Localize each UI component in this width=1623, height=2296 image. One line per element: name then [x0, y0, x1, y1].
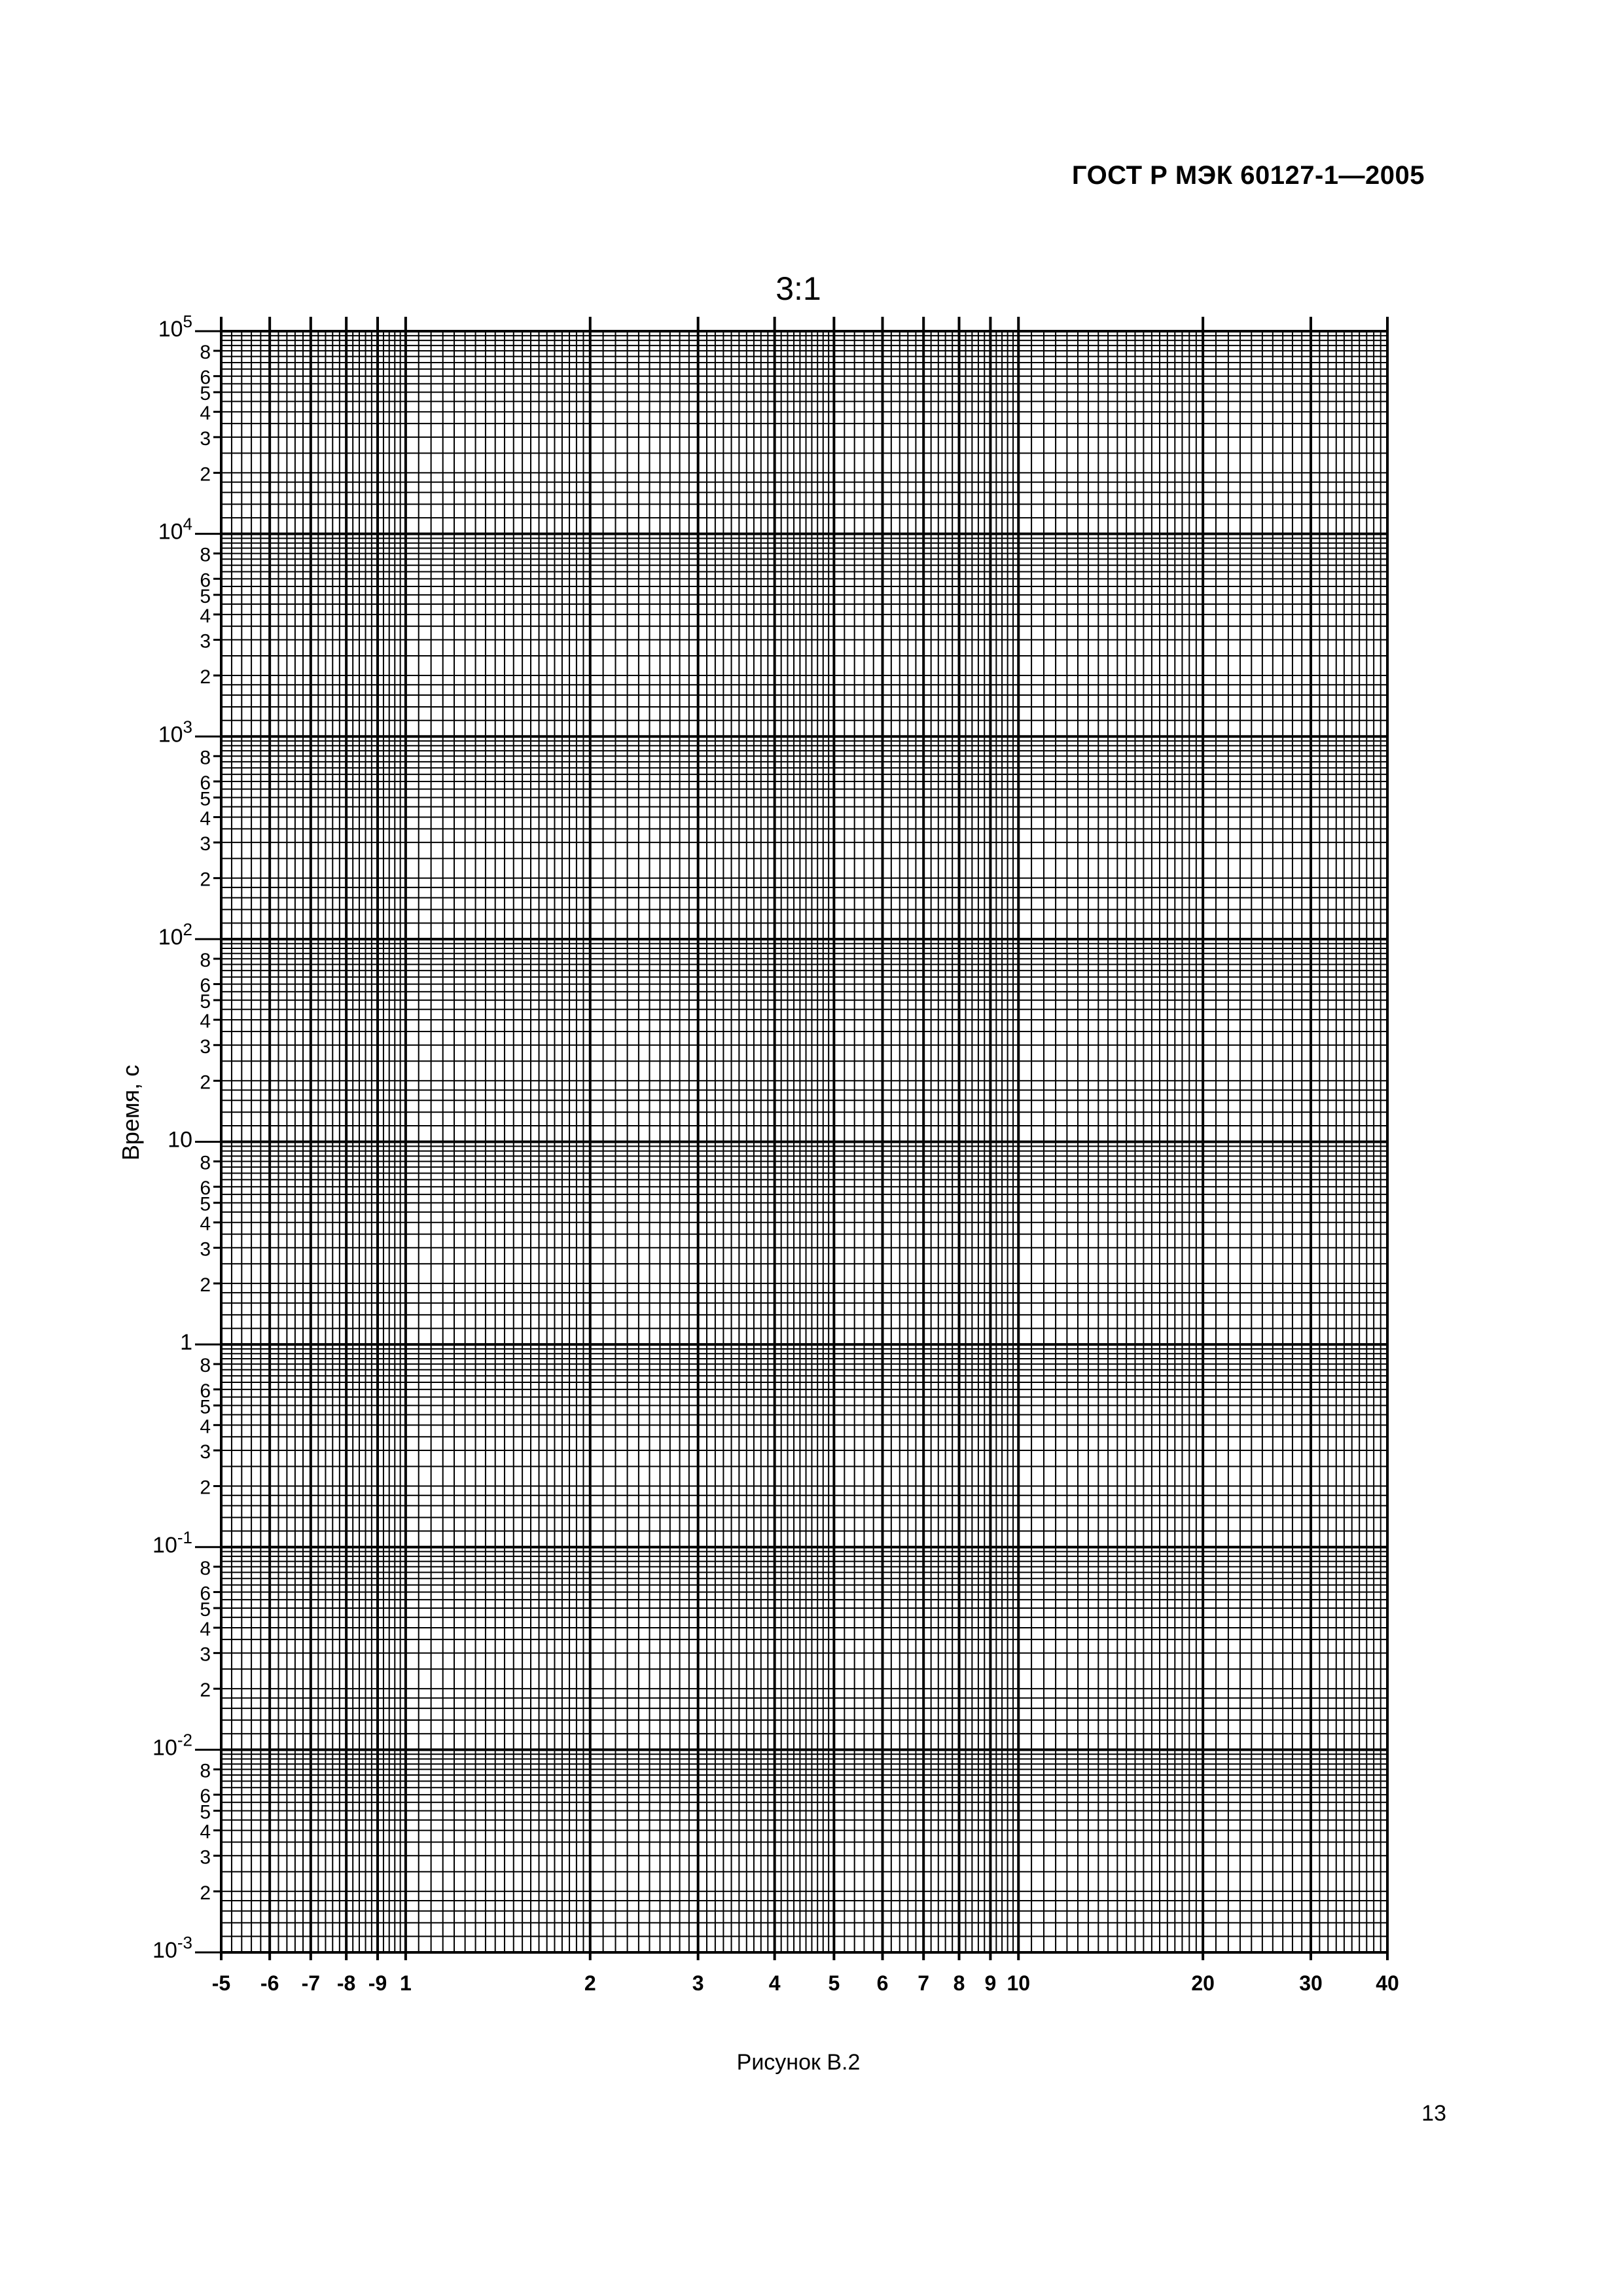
x-tick-label: 40 — [1376, 1971, 1399, 1995]
y-decade-label: $10^{-3}$ — [152, 1933, 192, 1963]
x-tick-label: 7 — [918, 1971, 930, 1995]
y-minor-tick-label: 4 — [200, 1213, 211, 1235]
x-tick-label: 8 — [953, 1971, 965, 1995]
y-minor-tick-label: 4 — [200, 1011, 211, 1033]
x-tick-label: 9 — [984, 1971, 997, 1995]
x-tick-label: 4 — [768, 1971, 781, 1995]
y-decade-label: $10^{-1}$ — [152, 1527, 192, 1558]
y-minor-tick-label: 4 — [200, 605, 211, 627]
y-axis-label: Время, с — [117, 1064, 144, 1161]
y-minor-tick-label: 5 — [200, 991, 211, 1013]
x-tick-label: 5 — [828, 1971, 840, 1995]
y-minor-tick-label: 8 — [200, 544, 211, 566]
y-minor-tick-label: 5 — [200, 585, 211, 607]
y-minor-tick-label: 3 — [200, 630, 211, 653]
y-decade-label: $10^2$ — [158, 919, 192, 950]
y-minor-tick-label: 6 — [200, 1583, 211, 1605]
page-number: 13 — [1421, 2101, 1446, 2126]
y-minor-tick-label: 2 — [200, 1882, 211, 1904]
y-minor-tick-label: 4 — [200, 1618, 211, 1640]
y-minor-tick-label: 8 — [200, 342, 211, 364]
y-minor-tick-label: 6 — [200, 569, 211, 592]
y-minor-tick-label: 4 — [200, 1416, 211, 1438]
y-minor-tick-label: 8 — [200, 747, 211, 769]
y-minor-tick-label: 5 — [200, 788, 211, 810]
y-minor-tick-label: 4 — [200, 403, 211, 425]
y-minor-tick-label: 2 — [200, 1679, 211, 1702]
y-minor-tick-label: 5 — [200, 1598, 211, 1621]
y-minor-tick-label: 8 — [200, 1760, 211, 1782]
x-tick-label: 6 — [876, 1971, 889, 1995]
y-decade-label: $10^3$ — [158, 717, 192, 747]
y-minor-tick-label: 3 — [200, 1035, 211, 1058]
y-minor-tick-label: 4 — [200, 1821, 211, 1843]
y-decade-label: $10^5$ — [158, 312, 192, 342]
y-minor-tick-label: 6 — [200, 1177, 211, 1200]
y-minor-tick-label: 8 — [200, 1152, 211, 1174]
y-minor-tick-label: 2 — [200, 869, 211, 891]
y-minor-tick-label: 8 — [200, 949, 211, 971]
y-minor-tick-label: 6 — [200, 1380, 211, 1402]
y-minor-tick-label: 6 — [200, 975, 211, 997]
x-tick-label: -6 — [260, 1971, 279, 1995]
chart-title: 3:1 — [776, 270, 821, 307]
x-tick-label: -8 — [336, 1971, 356, 1995]
y-decade-label: $10^4$ — [158, 514, 192, 545]
y-decade-label: 1 — [180, 1330, 192, 1355]
y-minor-tick-label: 5 — [200, 1396, 211, 1418]
y-minor-tick-label: 3 — [200, 1238, 211, 1261]
y-minor-tick-label: 3 — [200, 833, 211, 855]
x-tick-label: 20 — [1191, 1971, 1215, 1995]
y-minor-tick-label: 2 — [200, 666, 211, 689]
figure-caption: Рисунок В.2 — [736, 2050, 861, 2075]
y-minor-tick-label: 3 — [200, 1643, 211, 1666]
y-minor-tick-label: 3 — [200, 427, 211, 450]
y-minor-tick-label: 6 — [200, 1785, 211, 1808]
x-tick-label: 30 — [1299, 1971, 1323, 1995]
x-tick-label: -5 — [211, 1971, 231, 1995]
y-minor-tick-label: 2 — [200, 1477, 211, 1499]
x-tick-label: 10 — [1007, 1971, 1031, 1995]
x-tick-label: 3 — [692, 1971, 704, 1995]
y-minor-tick-label: 8 — [200, 1355, 211, 1377]
y-minor-tick-label: 6 — [200, 367, 211, 389]
y-minor-tick-label: 3 — [200, 1441, 211, 1463]
y-minor-tick-label: 5 — [200, 1801, 211, 1823]
y-decade-label: 10 — [168, 1127, 192, 1153]
y-minor-tick-label: 8 — [200, 1557, 211, 1579]
major-grid — [221, 331, 1387, 1952]
x-tick-label: 1 — [399, 1971, 412, 1995]
y-minor-tick-label: 6 — [200, 772, 211, 794]
y-minor-tick-label: 2 — [200, 463, 211, 486]
x-tick-label: 2 — [584, 1971, 596, 1995]
y-minor-tick-label: 3 — [200, 1846, 211, 1869]
y-minor-tick-label: 4 — [200, 808, 211, 830]
y-minor-tick-label: 2 — [200, 1071, 211, 1094]
y-minor-tick-label: 5 — [200, 1193, 211, 1215]
x-tick-label: -9 — [368, 1971, 387, 1995]
document-header: ГОСТ Р МЭК 60127-1—2005 — [1071, 161, 1425, 190]
axis-ticks — [195, 317, 1387, 1960]
y-minor-tick-label: 2 — [200, 1274, 211, 1296]
x-tick-label: -7 — [301, 1971, 321, 1995]
y-decade-label: $10^{-2}$ — [152, 1730, 192, 1761]
y-minor-tick-label: 5 — [200, 383, 211, 405]
